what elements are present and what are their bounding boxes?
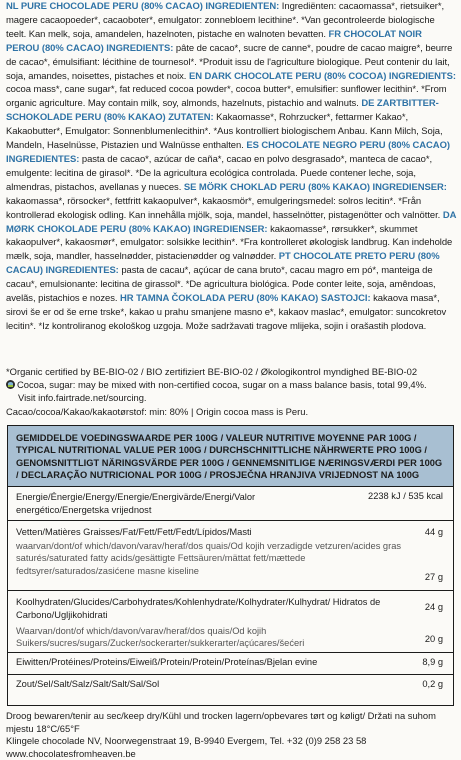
fat-row [8, 521, 453, 591]
saturated-fat-value: 27 g [424, 572, 443, 583]
fairtrade-note [6, 378, 456, 391]
ingredients-text: kakaomasse*, rørsukker*, skummet kakaopulver*, kakaosmør*, emulgator: solsikke lecithin*. *Fra kontrolleret økologisk landbrug. Kan indeholde mælk, soja, mandler, hasselnødder, pistacienødder og valnødder. [6, 223, 453, 263]
ingredients-text: cocoa mass*, cane sugar*, fat reduced cocoa powder*, cocoa butter*, emulsifier: sunflower lecithin*. *From organic agriculture. May contain milk, soy, almonds, hazelnuts, pistachio and walnuts. [6, 84, 447, 110]
fairtrade-text: Cocoa, sugar: may be mixed with non-certified cocoa, sugar on a mass balance basis, total 99,4%. [17, 379, 427, 391]
fat-label: Vetten/Matières Graisses/Fat/Fett/Fett/Fedt/Lípidos/Masti [16, 527, 252, 538]
ingredients-text: kakaova masa*, sirovi še er od še erne trske*, kakao u prahu smanjene masno e*, kakaov maslac*, emulgator: suncokretov lecitin*. *Iz kontroliranog ekološkog uzgoja. Može sadržavati tragove mlijeka, sojin i orašastih plodova. [6, 293, 447, 332]
energy-value: 2238 kJ / 535 kcal [368, 491, 443, 502]
energy-row [8, 487, 453, 521]
lang-label: SE MÖRK CHOKLAD PERU (80% KAKAO) INGREDIENSER: [183, 181, 447, 193]
carbohydrates-row [8, 591, 453, 653]
ingredients-text: kakaomassa*, rörsocker*, fettfritt kakaopulver*, kakaosmör*, emulgeringsmedel: solros lecitin*. *Från kontrollerad ekologisk odling. Kan innehålla mjölk, soja, mandel, hasselnötter, pistagenötter och valnötter. [6, 195, 441, 221]
protein-value: 8,9 g [422, 657, 443, 668]
nutrition-header: GEMIDDELDE VOEDINGSWAARDE PER 100G / VALEUR NUTRITIVE MOYENNE PAR 100G / TYPICAL NUTRITIONAL VALUE PER 100G / DURCHSCHNITTLICHE NÄHRWERTE PRO 100G / GENOMSNITTLIGT NÄRINGSVÄRDE PER 100G / GENNEMSNITLIGE NÆRINGSVÆRDI PER 100G / DECLARAÇÃO NUTRICIONAL POR 100G / PROSJEČNA HRANJIVA VRIJEDNOST NA 100G [8, 426, 453, 487]
ingredients-text: pasta de cacau*, açúcar de cana bruto*, cacau magro em pó*, manteiga de cacau*, emulsionante: lecitina de girassol*. *De agricultura biológica. Pode conter leite, soja, amêndoas, avelãs, pistachios e nozes. [6, 265, 436, 305]
saturated-fat-label: waarvan/dont/of which/davon/varav/heraf/dos quais/Od kojih verzadigde vetzuren/acides gras saturés/saturated fatty acids/gesättigte Fettsäuren/mättat fett/mættede fedtsyrer/saturados/zasićene masne kiseline [16, 541, 402, 576]
salt-label: Zout/Sel/Salt/Salz/Salt/Salt/Sal/Sol [16, 679, 160, 690]
sugars-value: 20 g [424, 634, 443, 645]
lang-label: PT CHOCOLATE PRETO PERU (80% CACAU) INGREDIENTES: [6, 251, 440, 277]
lang-label: DA MØRK CHOKOLADE PERU (80% KAKAO) INGREDIENSER: [6, 209, 456, 235]
protein-label: Eiwitten/Protéines/Proteins/Eiweiß/Protein/Protein/Proteínas/Bjelan evine [16, 657, 318, 668]
lang-label: ES CHOCOLATE NEGRO PERU (80% CACAO) INGREDIENTES: [6, 140, 450, 165]
fat-value: 44 g [424, 527, 443, 538]
protein-row [8, 653, 453, 675]
ingredients-text: Kakaomasse*, Rohrzucker*, fettarmer Kakao*, Kakaobutter*, Emulgator: Sonnenblumenlecithin*. *Aus kontrolliert biologischem Anbau. Kann Milch, Soja, Mandeln, Haselnüsse, Pistazien und Walnüsse enthalten. [6, 112, 443, 152]
energy-label: Energie/Énergie/Energy/Energie/Energivärde/Energi/Valor energético/Energetska vrijednost [16, 492, 256, 515]
salt-row [8, 675, 453, 695]
lang-label: EN DARK CHOCOLATE PERU (80% COCOA) INGREDIENTS: [188, 70, 456, 82]
ingredients-text: pâte de cacao*, sucre de canne*, poudre de cacao maigre*, beurre de cacao*, émulsifiant: lécithine de tournesol*. *Produit issu de l'agriculture biologique. Peut contenir du lait, soja, amandes, noisettes, pistaches et noix. [6, 42, 453, 82]
fairtrade-icon [6, 380, 15, 389]
ingredients-block [6, 0, 456, 334]
ingredients-text: pasta de cacao*, azúcar de caña*, cacao en polvo desgrasado*, manteca de cacao*, emulgente: lecitina de girasol*. *De la agricultura ecológica controlada. Puede contener leche, soja, almendras, pistachos, avellanas y nueces. [6, 153, 433, 193]
organic-certification: *Organic certified by BE-BIO-02 / BIO zertifiziert BE-BIO-02 / Økologikontrol myndighed BE-BIO-02 [6, 366, 418, 377]
nutrition-table [7, 425, 454, 706]
salt-value: 0,2 g [422, 679, 443, 690]
fairtrade-link: Visit info.fairtrade.net/sourcing. [18, 392, 147, 404]
lang-label: DE ZARTBITTER-SCHOKOLADE PERU (80% KAKAO) ZUTATEN: [6, 98, 439, 124]
lang-label: HR TAMNA ČOKOLADA PERU (80% KAKAO) SASTOJCI: [120, 293, 371, 305]
carbohydrates-value: 24 g [424, 602, 443, 613]
carbohydrates-label: Koolhydraten/Glucides/Carbohydrates/Kohlenhydrate/Kolhydrater/Kulhydrat/ Hidratos de Carbono/Ugljikohidrati [16, 597, 381, 620]
storage-instructions: Droog bewaren/tenir au sec/keep dry/Kühl und trocken lagern/opbevares tørt og køligt/ Držati na suhom mjestu 18°C/65°F [6, 710, 436, 734]
lang-label: FR CHOCOLAT NOIR PEROU (80% CACAO) INGREDIENTS: [6, 28, 422, 54]
footnotes [6, 365, 456, 418]
lang-label: NL PURE CHOCOLADE PERU (80% CACAO) INGREDIENTEN: [6, 1, 280, 12]
cocoa-solids: Cacao/cocoa/Kakao/kakaotørstof: min: 80% | Origin cocoa mass is Peru. [6, 405, 309, 417]
sugars-label: Waarvan/dont/of which/davon/varav/heraf/dos quais/Od kojih Suikers/sucres/sugars/Zucker/sockerarter/sukkerarter/açúcares/šećeri [16, 626, 305, 649]
producer-address: Klingele chocolade NV, Noorwegenstraat 19, B-9940 Evergem, Tel. +32 (0)9 258 23 58 www.chocolatesfromheaven.be [6, 735, 367, 759]
ingredients-text: Ingrediënten: cacaomassa*, rietsuiker*, magere cacaopoeder*, cacaoboter*, emulgator: zonnebloem lecithine*. *Van gecontroleerde biologische teelt. Kan melk, soja, amandelen, hazelnoten, pistache en walnoten bevatten. [6, 1, 445, 40]
